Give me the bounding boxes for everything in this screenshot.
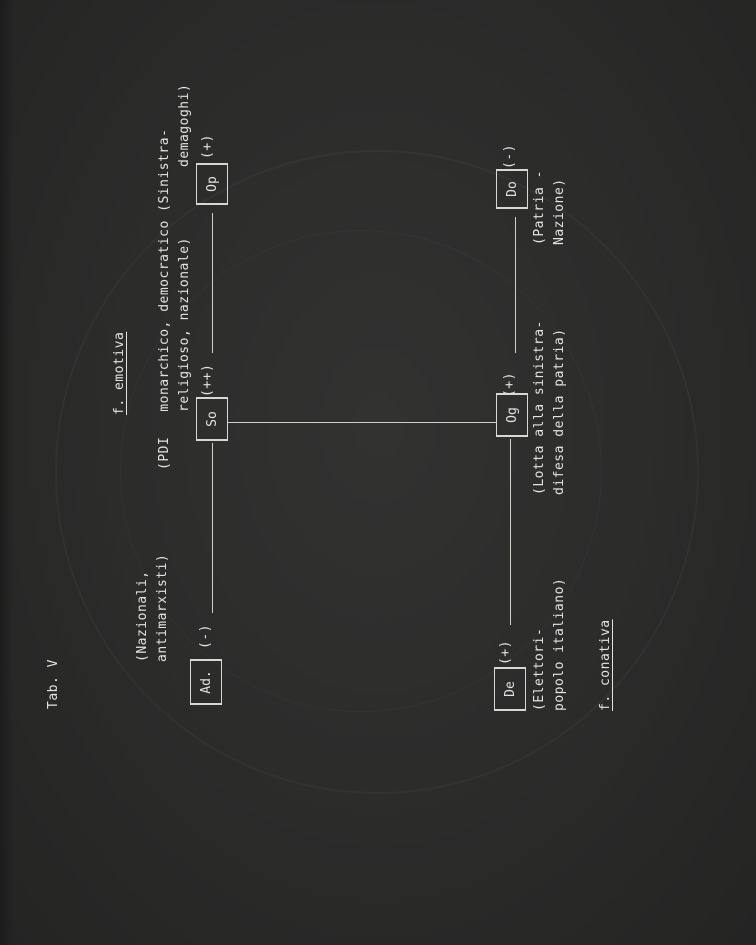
so-note-line2: religioso, nazionale) — [177, 237, 192, 412]
node-sign-so: (++) — [200, 363, 215, 397]
og-note-line2: difesa della patria) — [552, 328, 567, 495]
do-note-line2: Nazione) — [552, 178, 567, 245]
section-title-conativa: f. conativa — [598, 619, 613, 711]
so-note-line1: (PDI monarchico, democratico (Sinistra- — [157, 128, 172, 470]
do-note-line1: (Patria - — [532, 170, 547, 245]
node-box-ad: Ad. — [190, 659, 222, 705]
node-box-op: Op — [196, 163, 228, 205]
edge-so-op — [212, 213, 213, 353]
node-sign-ad: (-) — [198, 624, 213, 649]
ad-note-line1: (Nazionali, — [135, 570, 150, 662]
node-box-do: Do — [496, 169, 528, 209]
edge-og-do — [515, 217, 516, 353]
ad-note-line2: antimarxisti) — [155, 553, 170, 662]
node-box-de: De — [494, 667, 526, 711]
og-note-line1: (Lotta alla sinistra- — [532, 320, 547, 495]
edge-so-og — [228, 422, 496, 423]
node-box-so: So — [196, 397, 228, 441]
edge-de-og — [510, 439, 511, 625]
node-sign-do: (-) — [502, 144, 517, 169]
node-box-og: Og — [496, 393, 528, 437]
node-sign-op: (+) — [200, 134, 215, 159]
node-sign-og: (+) — [502, 372, 517, 397]
section-title-emotiva: f. emotiva — [112, 331, 127, 415]
node-sign-de: (+) — [498, 640, 513, 665]
op-note: demagoghi) — [177, 83, 192, 167]
de-note-line2: popolo italiano) — [552, 577, 567, 711]
table-label: Tab. V — [46, 659, 61, 709]
edge-ad-so — [212, 443, 213, 613]
de-note-line1: (Elettori- — [532, 627, 547, 711]
